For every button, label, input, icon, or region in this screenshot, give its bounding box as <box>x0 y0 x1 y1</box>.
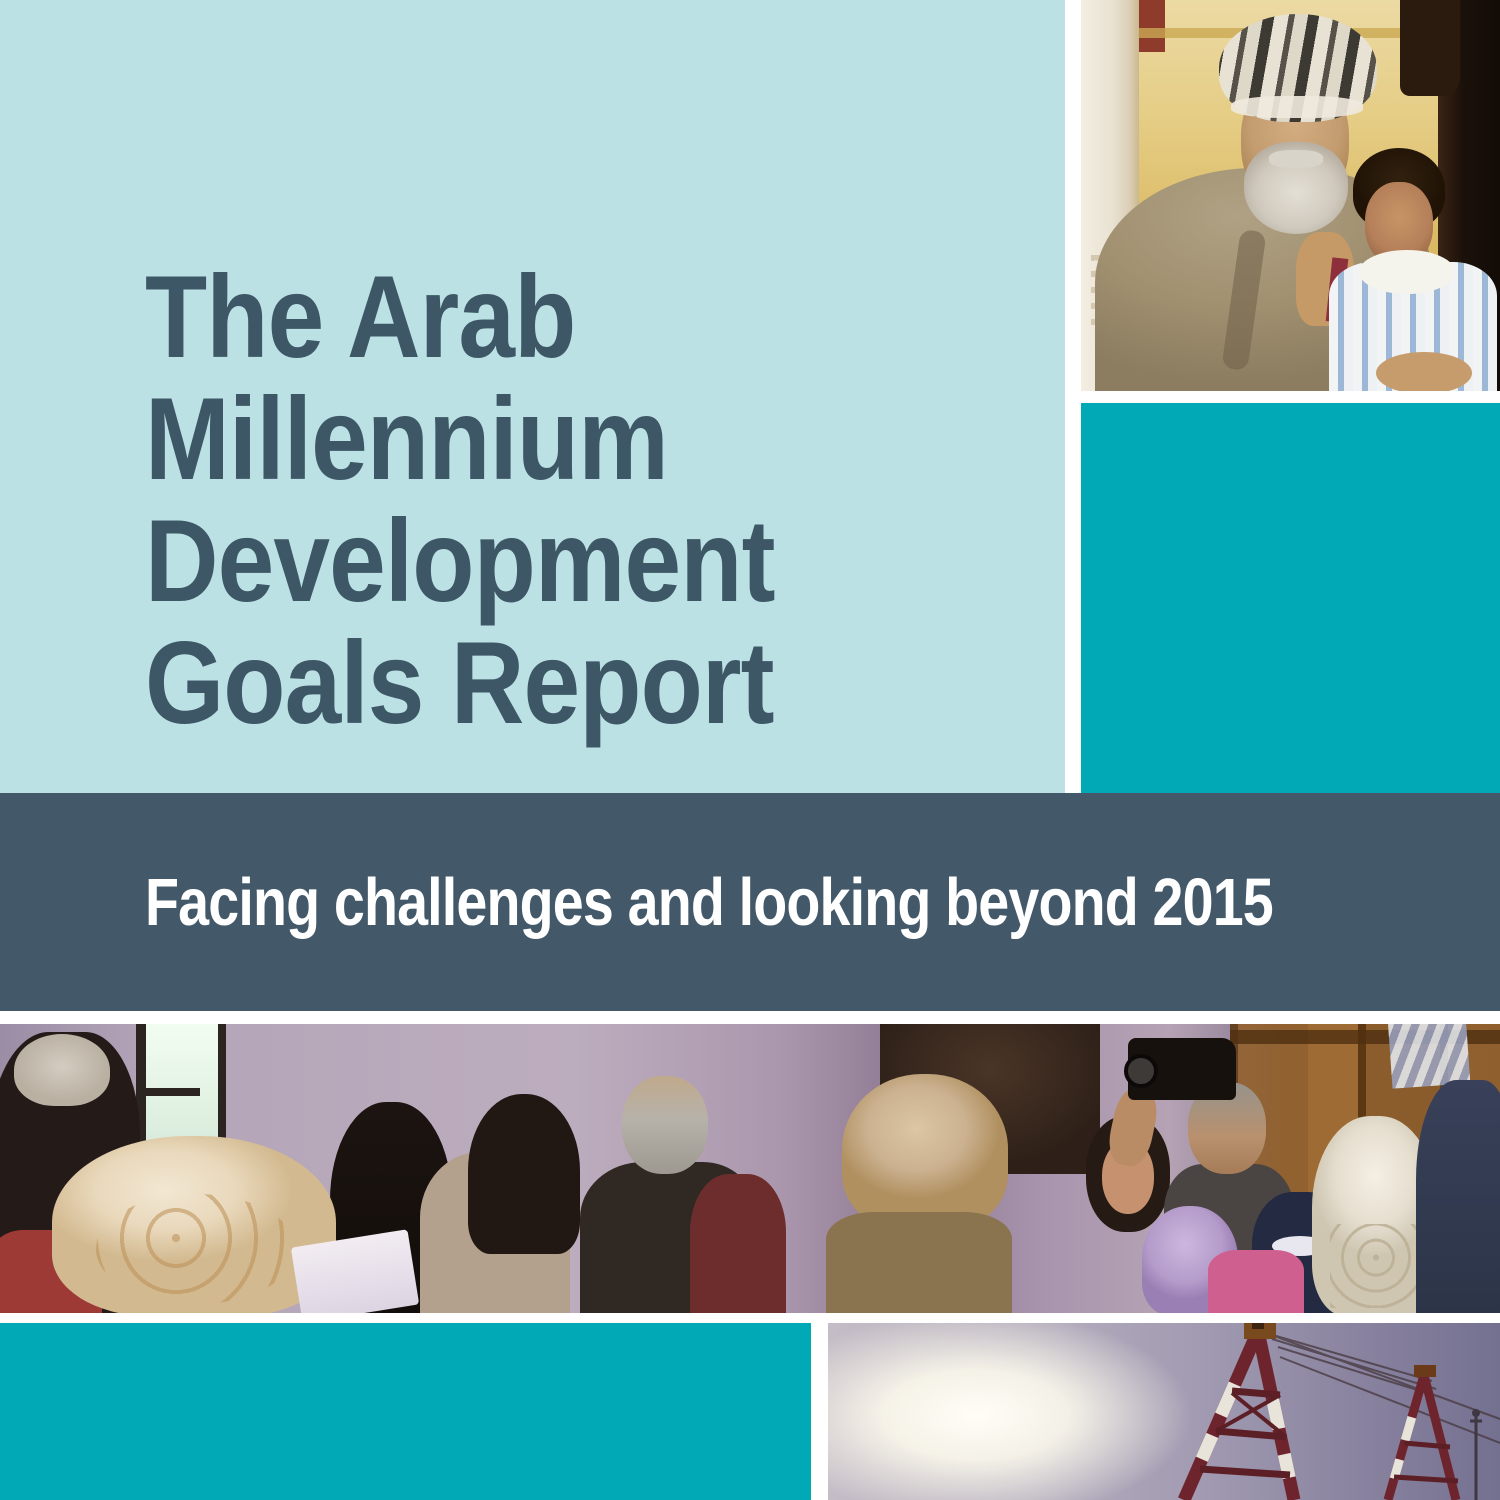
figure-grey-man-head <box>622 1076 708 1174</box>
light-streaks <box>1388 1024 1471 1089</box>
photo-crane <box>828 1323 1500 1500</box>
report-subtitle: Facing challenges and looking beyond 2015 <box>145 864 1273 940</box>
figure-tan-headscarf <box>842 1074 1008 1230</box>
clasped-hands <box>1376 352 1472 391</box>
photo-crowd <box>0 1024 1500 1313</box>
red-lintel <box>1139 0 1165 52</box>
boy-collar <box>1359 250 1455 294</box>
window-bar <box>146 1088 200 1096</box>
title-line-2: Millennium <box>145 373 668 504</box>
dark-door-top <box>1400 0 1460 96</box>
photo-elder-and-boy <box>1081 0 1500 391</box>
figure-blue-right <box>1416 1080 1500 1313</box>
teal-panel-bottom <box>0 1323 811 1500</box>
headscarf-pattern <box>96 1194 296 1304</box>
teal-panel-right <box>1081 403 1500 793</box>
figure-pink-top <box>1208 1250 1304 1313</box>
turban-edge <box>1231 96 1363 118</box>
figure-maroon-shirt <box>690 1174 786 1313</box>
crane-structure <box>828 1323 1500 1500</box>
figure-knit-cap <box>14 1034 110 1106</box>
title-line-1: The Arab <box>145 251 576 382</box>
elder-mustache <box>1269 150 1323 168</box>
title-line-4: Goals Report <box>145 617 774 748</box>
lace-pattern <box>1330 1224 1422 1308</box>
title-line-3: Development <box>145 495 775 626</box>
report-title <box>145 251 775 748</box>
title-panel <box>0 0 1065 793</box>
figure-long-dark-hair <box>468 1094 580 1254</box>
subtitle-band <box>0 793 1500 1011</box>
camera-lens <box>1124 1054 1158 1088</box>
figure-brown-coat <box>826 1212 1012 1313</box>
